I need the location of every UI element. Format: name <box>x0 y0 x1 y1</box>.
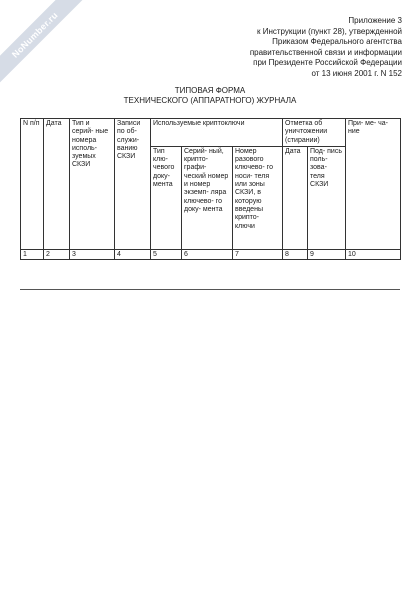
header-date: Дата <box>44 119 70 250</box>
header-media: Номер разового ключево- го носи- теля или зоны СКЗИ, в которую введены крипто- ключи <box>233 146 283 249</box>
page-divider <box>20 289 400 290</box>
column-number: 9 <box>308 250 346 260</box>
appendix-line: от 13 июня 2001 г. N 152 <box>311 68 402 78</box>
appendix-line: Приказом Федерального агентства <box>272 37 402 46</box>
header-service: Записи по об- служи- ванию СКЗИ <box>115 119 151 250</box>
header-key-type: Тип клю- чевого доку- мента <box>151 146 182 249</box>
form-title-line1: ТИПОВАЯ ФОРМА <box>174 86 246 95</box>
header-note: При- ме- ча- ние <box>346 119 401 250</box>
column-number: 4 <box>115 250 151 260</box>
column-number: 7 <box>233 250 283 260</box>
watermark-text: NoNumber.ru <box>9 9 60 60</box>
watermark-ribbon <box>0 0 92 92</box>
appendix-line: правительственной связи и информации <box>249 47 402 57</box>
appendix-block <box>172 16 402 79</box>
appendix-line: при Президенте Российской Федерации <box>253 58 402 67</box>
form-title-line2: ТЕХНИЧЕСКОГО (АППАРАТНОГО) ЖУРНАЛА <box>123 96 297 105</box>
header-num: N п/п <box>21 119 44 250</box>
journal-table <box>20 118 401 260</box>
column-number: 8 <box>283 250 308 260</box>
header-destroy-date: Дата <box>283 146 308 249</box>
appendix-line: Приложение 3 <box>348 16 402 25</box>
column-number: 1 <box>21 250 44 260</box>
header-serial: Серий- ный, крипто- графи- ческий номер и номер экземп- ляра ключево- го доку- мента <box>182 146 233 249</box>
appendix-line: к Инструкции (пункт 28), утвержденной <box>257 26 402 36</box>
header-destroy-group: Отметка об уничтожении (стирании) <box>283 119 346 147</box>
column-number: 2 <box>44 250 70 260</box>
header-keys-group: Используемые криптоключи <box>151 119 283 147</box>
header-type: Тип и серий- ные номера исполь- зуемых СКЗИ <box>70 119 115 250</box>
column-number: 5 <box>151 250 182 260</box>
column-number: 6 <box>182 250 233 260</box>
column-number: 10 <box>346 250 401 260</box>
column-numbers-row <box>21 250 401 260</box>
column-number: 3 <box>70 250 115 260</box>
header-signature: Под- пись поль- зова- теля СКЗИ <box>308 146 346 249</box>
form-title <box>0 86 420 106</box>
